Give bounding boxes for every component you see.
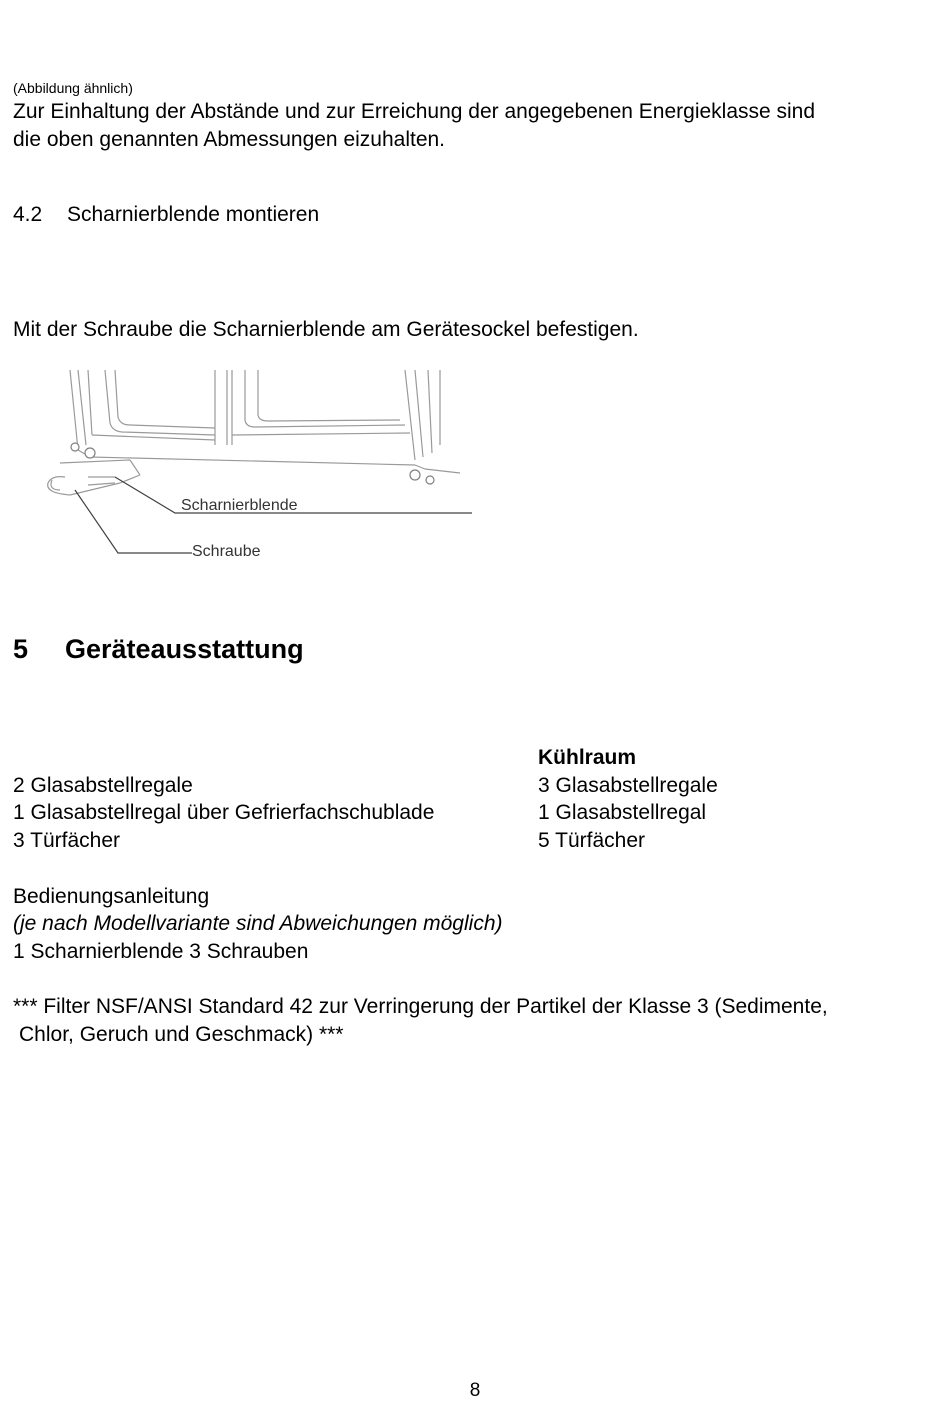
hinge-cover-illustration bbox=[30, 365, 480, 575]
section-5-number: 5 bbox=[13, 634, 29, 664]
section-4-2-title: Scharnierblende montieren bbox=[67, 203, 320, 226]
figure-note: (Abbildung ähnlich) bbox=[13, 80, 133, 96]
equipment-right-item: 5 Türfächer bbox=[538, 829, 645, 852]
equipment-right-item: 1 Glasabstellregal bbox=[538, 801, 707, 824]
intro-line-1: Zur Einhaltung der Abstände und zur Erreichung der angegebenen Energieklasse sind bbox=[13, 100, 816, 123]
equipment-right-header: Kühlraum bbox=[538, 746, 637, 769]
instruction-text: Mit der Schraube die Scharnierblende am Gerätesockel befestigen. bbox=[13, 318, 639, 341]
section-4-2-number: 4.2 bbox=[13, 203, 43, 226]
equipment-right-item: 3 Glasabstellregale bbox=[538, 774, 718, 797]
intro-line-2: die oben genannten Abmessungen eizuhalten. bbox=[13, 128, 446, 151]
page-number: 8 bbox=[469, 1380, 481, 1401]
accessories-item: 1 Scharnierblende 3 Schrauben bbox=[13, 940, 309, 963]
filter-note-line-1: *** Filter NSF/ANSI Standard 42 zur Verringerung der Partikel der Klasse 3 (Sedimente, bbox=[13, 995, 828, 1018]
filter-note-line-2: Chlor, Geruch und Geschmack) *** bbox=[19, 1023, 344, 1046]
manual-item: Bedienungsanleitung bbox=[13, 885, 210, 908]
label-screw: Schraube bbox=[192, 543, 261, 560]
equipment-left-item: 2 Glasabstellregale bbox=[13, 774, 193, 797]
section-5-title: Geräteausstattung bbox=[65, 634, 304, 664]
equipment-left-item: 1 Glasabstellregal über Gefrierfachschublade bbox=[13, 801, 435, 824]
label-hinge-cover: Scharnierblende bbox=[181, 497, 298, 514]
variant-note: (je nach Modellvariante sind Abweichungen möglich) bbox=[13, 912, 503, 935]
equipment-left-item: 3 Türfächer bbox=[13, 829, 120, 852]
